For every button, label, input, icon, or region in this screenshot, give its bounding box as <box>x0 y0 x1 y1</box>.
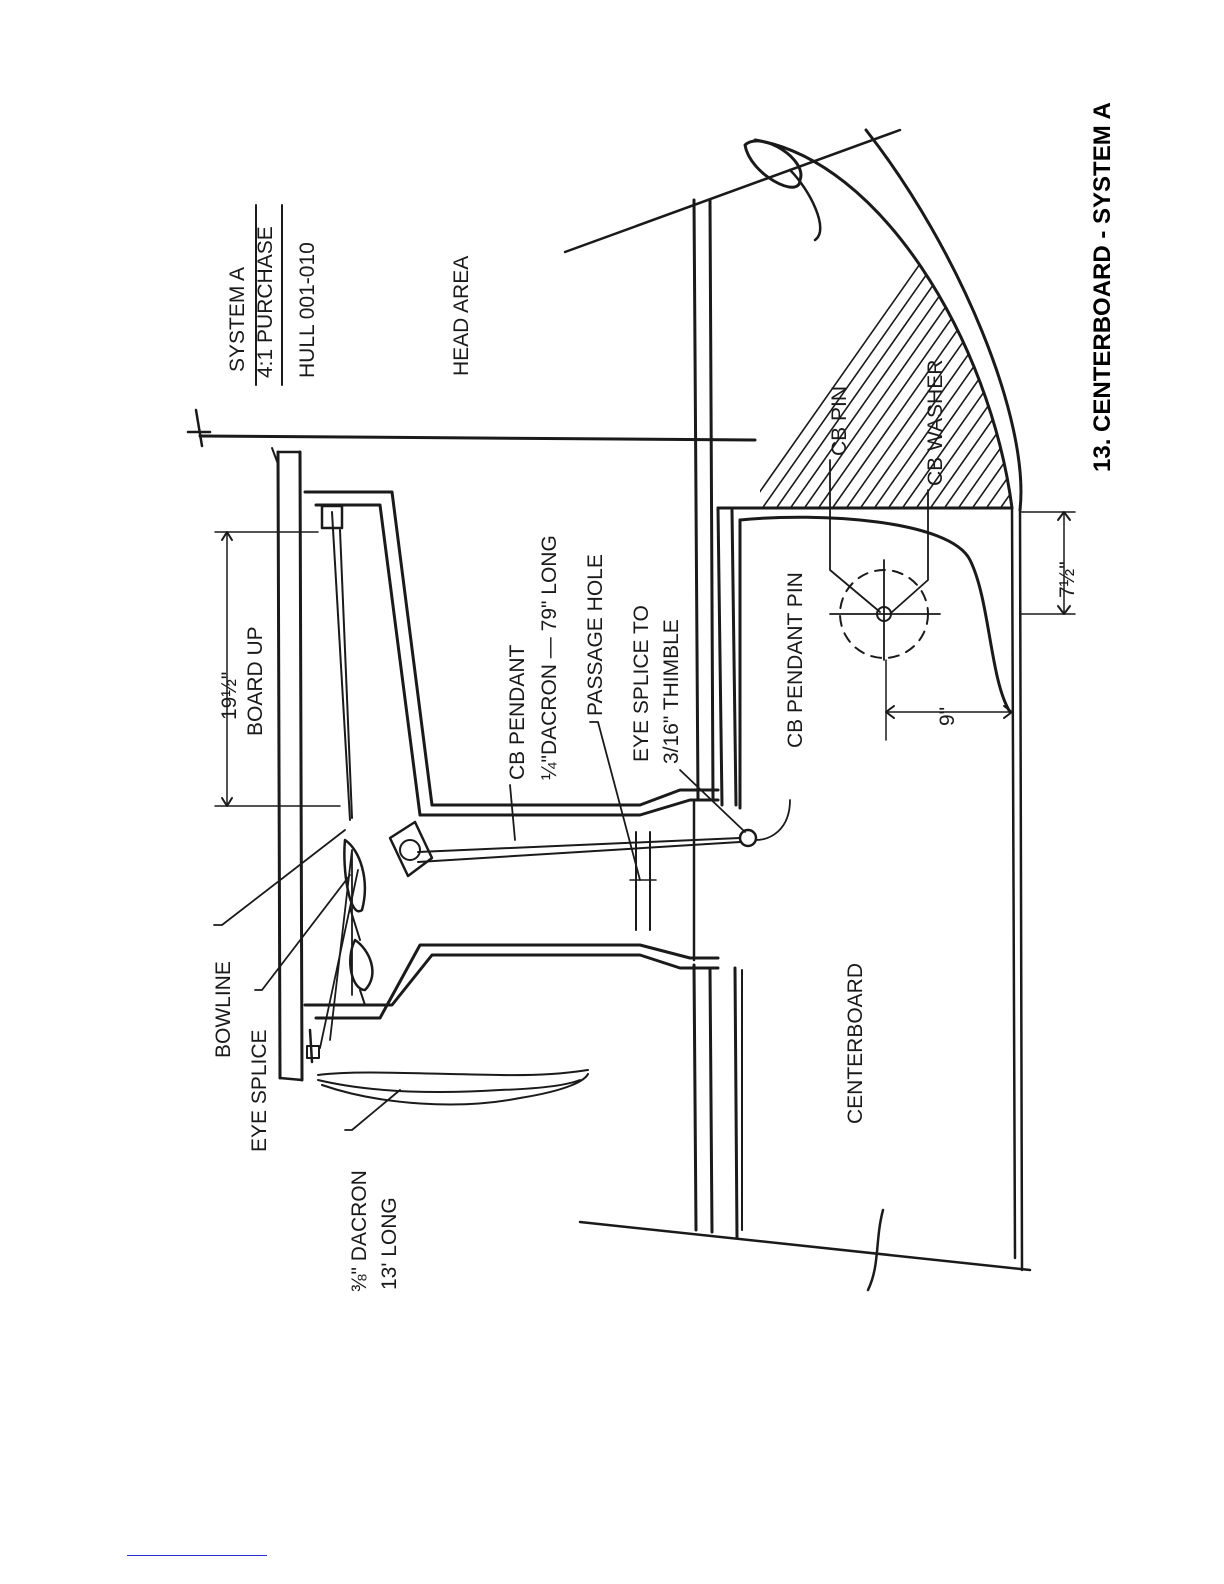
dim-7half-label: 7½" <box>1056 561 1079 598</box>
figure-caption: 13. CENTERBOARD - SYSTEM A <box>1089 102 1116 472</box>
centerboard-outline <box>740 517 1010 1230</box>
pendant-label: CB PENDANT <box>506 644 529 780</box>
centerboard-label: CENTERBOARD <box>844 962 867 1124</box>
hatch-line <box>1020 150 1224 520</box>
system-label: SYSTEM A <box>226 266 249 372</box>
hatch-line <box>824 150 1084 520</box>
hatch-line <box>838 150 1098 520</box>
dacron-label: ⅜" DACRON <box>348 1170 371 1292</box>
purchase-label: 4:1 PURCHASE <box>254 226 277 378</box>
hull-label: HULL 001-010 <box>296 242 319 378</box>
dacron-length-label: 13' LONG <box>378 1197 401 1290</box>
hatch-line <box>908 150 1168 520</box>
cb-pin-label: CB PIN <box>828 385 851 456</box>
board-up-label: BOARD UP <box>244 626 267 736</box>
thimble-spec-label: 3/16" THIMBLE <box>660 619 683 764</box>
hatch-line <box>936 150 1196 520</box>
cb-pin-assembly <box>830 560 940 660</box>
pendant-pin-label: CB PENDANT PIN <box>784 572 807 748</box>
passage-hole-label: PASSAGE HOLE <box>584 554 607 716</box>
hatch-line <box>950 150 1210 520</box>
hatch-line <box>1034 150 1224 520</box>
hatch-line <box>866 150 1126 520</box>
eye-splice-thimble-label: EYE SPLICE TO <box>630 605 653 762</box>
head-area-label: HEAD AREA <box>450 255 473 376</box>
dim-9-label: 9" <box>936 706 959 726</box>
eye-splice-label: EYE SPLICE <box>248 1029 271 1152</box>
keel-fin <box>745 141 820 240</box>
board-up-dim-label: 19½" <box>218 671 241 720</box>
pendant-spec-label: ¼"DACRON — 79" LONG <box>538 535 561 780</box>
footnote-rule <box>127 1555 267 1556</box>
bowline-label: BOWLINE <box>212 961 235 1058</box>
cb-washer-label: CB WASHER <box>924 359 947 486</box>
